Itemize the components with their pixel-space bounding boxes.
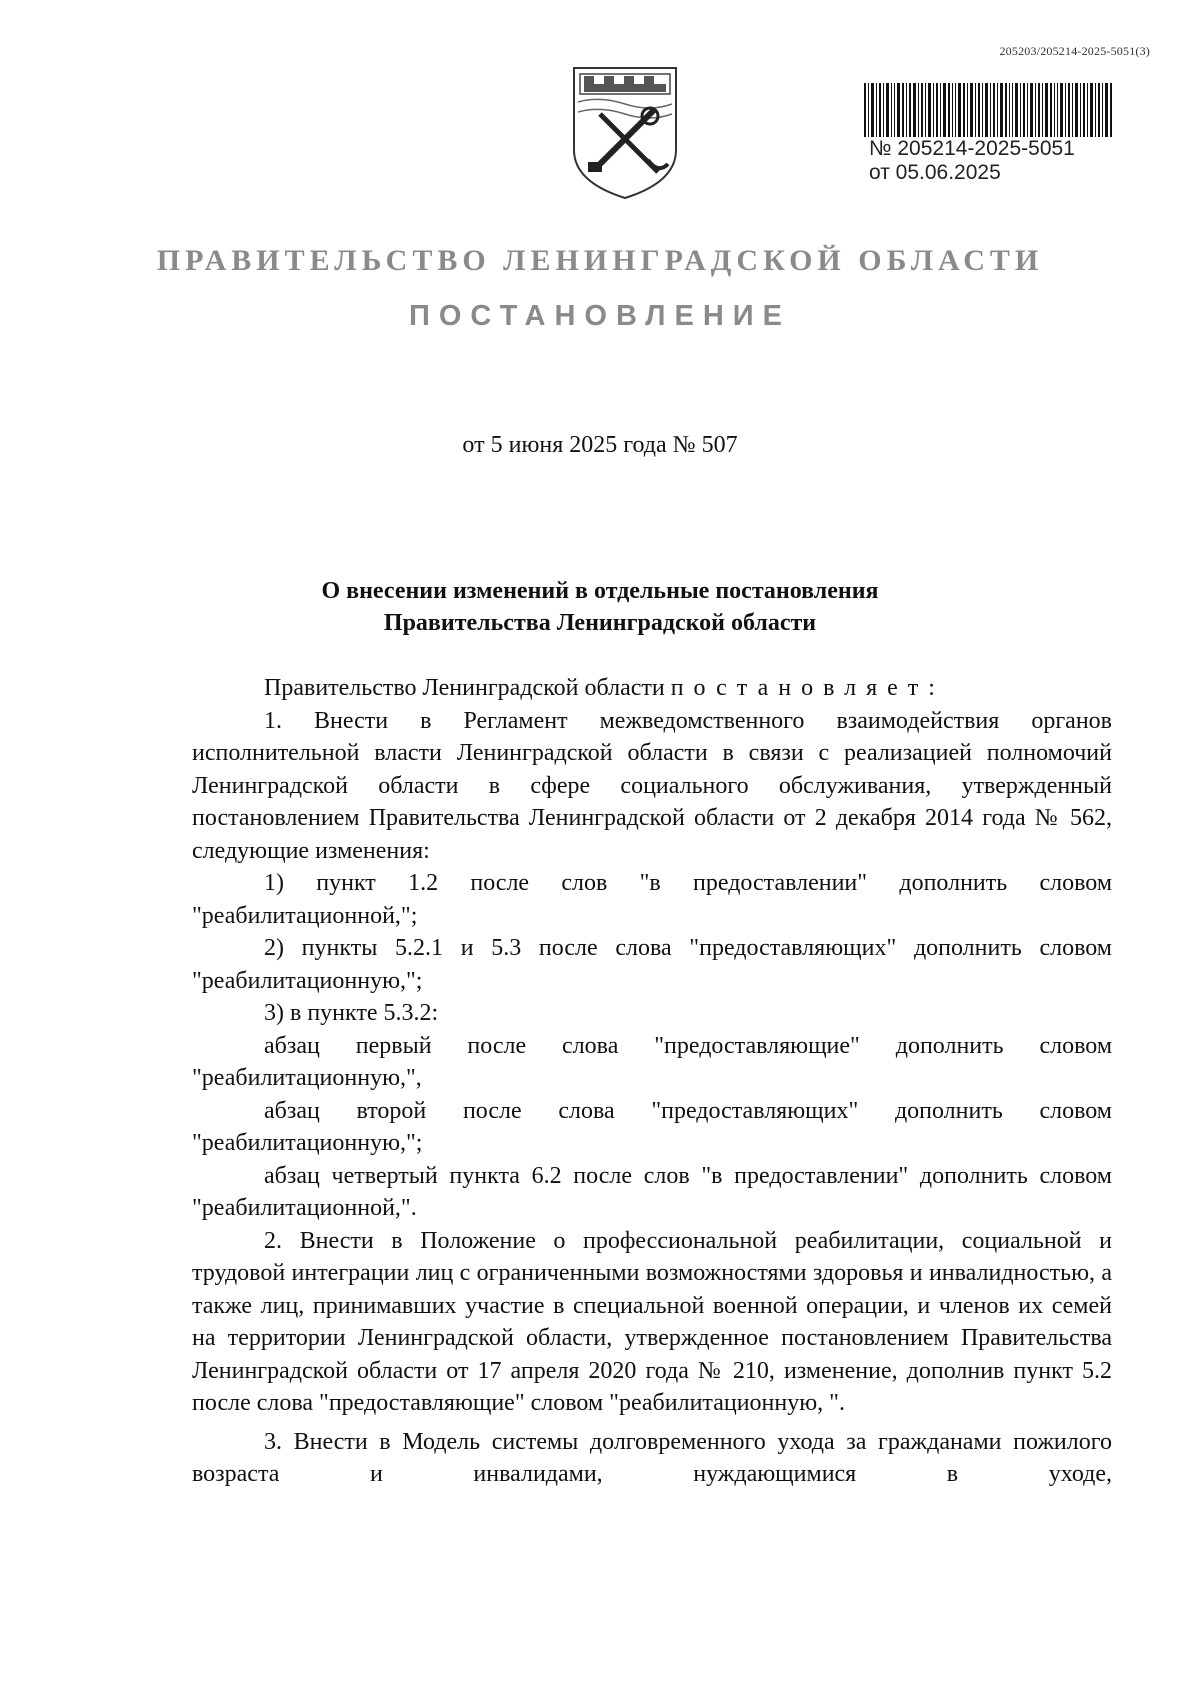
barcode [864, 83, 1113, 137]
paragraph-1-item-1: 1) пункт 1.2 после слов "в предоставлении" дополнить словом "реабилитационной,"; [192, 870, 1112, 929]
paragraph-1: 1. Внести в Регламент межведомственного взаимодействия органов исполнительной власти Ленинградской области в связи с реализацией полномочий Ленинградской области в сфере социального обслуживания, утвержденный постановлением Правительства Ленинградской области от 2 декабря 2014 года № 562, следующие изменения: [192, 707, 1112, 864]
registration-date: от 05.06.2025 [869, 161, 1001, 184]
subject-line-1: О внесении изменений в отдельные постановления [321, 578, 879, 604]
paragraph-2: 2. Внести в Положение о профессиональной реабилитации, социальной и трудовой интеграции лиц с ограниченными возможностями здоровья и инвалидностью, а также лиц, принимавших участие в специальной военной операции, и членов их семей на территории Ленинградской области, утвержденное постановлением Правительства Ленинградской области от 17 апреля 2020 года № 210, изменение, дополнив пункт 5.2 после слова "предоставляющие" словом "реабилитационную, ". [192, 1227, 1112, 1416]
intro-prefix: Правительство Ленинградской области [264, 675, 671, 701]
intro-paragraph [192, 672, 1112, 705]
coat-of-arms-icon [570, 64, 680, 202]
paragraph-1-item-2: 2) пункты 5.2.1 и 5.3 после слова "предоставляющих" дополнить словом "реабилитационную,"; [192, 935, 1112, 994]
paragraph-1-item-3a: абзац первый после слова "предоставляющие" дополнить словом "реабилитационную,", [192, 1032, 1112, 1091]
decree-date-number: от 5 июня 2025 года № 507 [462, 432, 738, 458]
subject-line-2: Правительства Ленинградской области [383, 610, 817, 636]
paragraph-1-item-3: 3) в пункте 5.3.2: [264, 1000, 439, 1026]
intro-resolves: постановляет: [670, 675, 945, 701]
registration-stamp [864, 83, 1119, 185]
government-title: ПРАВИТЕЛЬСТВО ЛЕНИНГРАДСКОЙ ОБЛАСТИ [156, 244, 1044, 277]
paragraph-3: 3. Внести в Модель системы долговременного ухода за гражданами пожилого возраста и инвалидами, нуждающимися в уходе, [192, 1428, 1112, 1487]
decree-body [192, 672, 1112, 1491]
registration-number: № 205214-2025-5051 [869, 137, 1075, 160]
document-code: 205203/205214-2025-5051(3) [999, 44, 1150, 58]
paragraph-1-item-3c: абзац четвертый пункта 6.2 после слов "в предоставлении" дополнить словом "реабилитационной,". [192, 1162, 1112, 1221]
decree-subject [0, 575, 1200, 639]
paragraph-1-item-3b: абзац второй после слова "предоставляющих" дополнить словом "реабилитационную,"; [192, 1097, 1112, 1156]
decree-title: ПОСТАНОВЛЕНИЕ [409, 300, 791, 332]
